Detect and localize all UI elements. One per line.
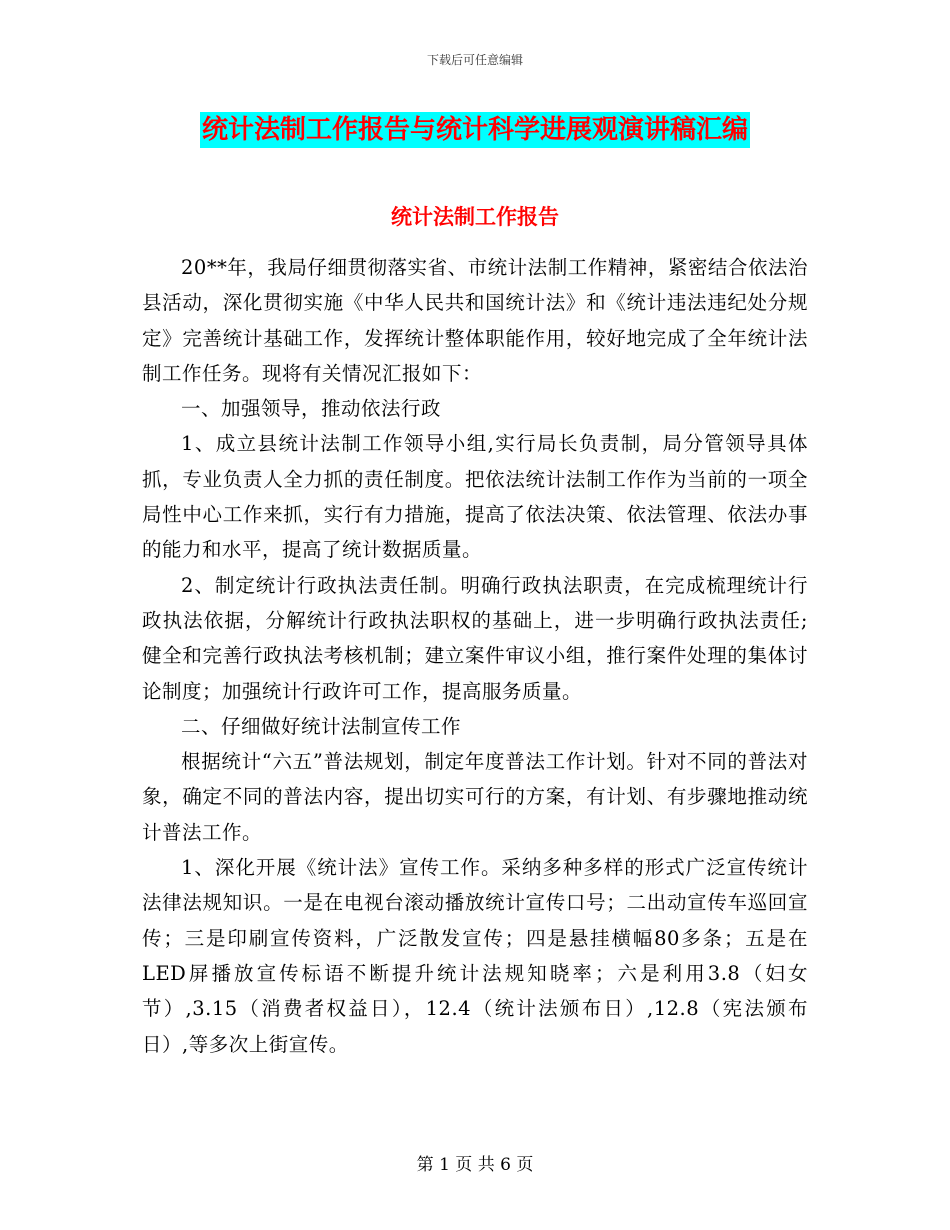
page-number: 第 1 页 共 6 页 bbox=[416, 1155, 534, 1175]
paragraph-legal-plan: 根据统计“六五”普法规划，制定年度普法工作计划。针对不同的普法对象，确定不同的普法内容，提出切实可行的方案，有计划、有步骤地推动统计普法工作。 bbox=[142, 750, 808, 844]
document-body bbox=[142, 250, 808, 1062]
heading-part-two: 二、仔细做好统计法制宣传工作 bbox=[181, 714, 462, 738]
paragraph-statistics-law-publicity: 1、深化开展《统计法》宣传工作。采纳多种多样的形式广泛宣传统计法律法规知识。一是在电视台滚动播放统计宣传口号；二出动宣传车巡回宣传；三是印刷宣传资料，广泛散发宣传；四是悬挂横幅80多条；五是在LED屏播放宣传标语不断提升统计法规知晓率；六是利用3.8（妇女节）,3.15（消费者权益日），12.4（统计法颁布日）,12.8（宪法颁布日）,等多次上街宣传。 bbox=[142, 856, 808, 1056]
paragraph-leadership-group: 1、成立县统计法制工作领导小组,实行局长负责制，局分管领导具体抓，专业负责人全力抓的责任制度。把依法统计法制工作作为当前的一项全局性中心工作来抓，实行有力措施，提高了依法决策、依法管理、依法办事的能力和水平，提高了统计数据质量。 bbox=[142, 432, 808, 562]
main-title-container bbox=[0, 112, 950, 148]
paragraph-enforcement-responsibility: 2、制定统计行政执法责任制。明确行政执法职责，在完成梳理统计行政执法依据，分解统计行政执法职权的基础上，进一步明确行政执法责任;健全和完善行政执法考核机制；建立案件审议小组，推行案件处理的集体讨论制度；加强统计行政许可工作，提高服务质量。 bbox=[142, 573, 808, 703]
heading-part-one: 一、加强领导，推动依法行政 bbox=[181, 397, 442, 421]
section-title: 统计法制工作报告 bbox=[391, 204, 559, 229]
main-title: 统计法制工作报告与统计科学进展观演讲稿汇编 bbox=[200, 112, 750, 148]
page-header-note: 下载后可任意编辑 bbox=[426, 53, 523, 67]
paragraph-intro: 20**年，我局仔细贯彻落实省、市统计法制工作精神，紧密结合依法治县活动，深化贯彻实施《中华人民共和国统计法》和《统计违法违纪处分规定》完善统计基础工作，发挥统计整体职能作用，较好地完成了全年统计法制工作任务。现将有关情况汇报如下： bbox=[142, 256, 808, 385]
